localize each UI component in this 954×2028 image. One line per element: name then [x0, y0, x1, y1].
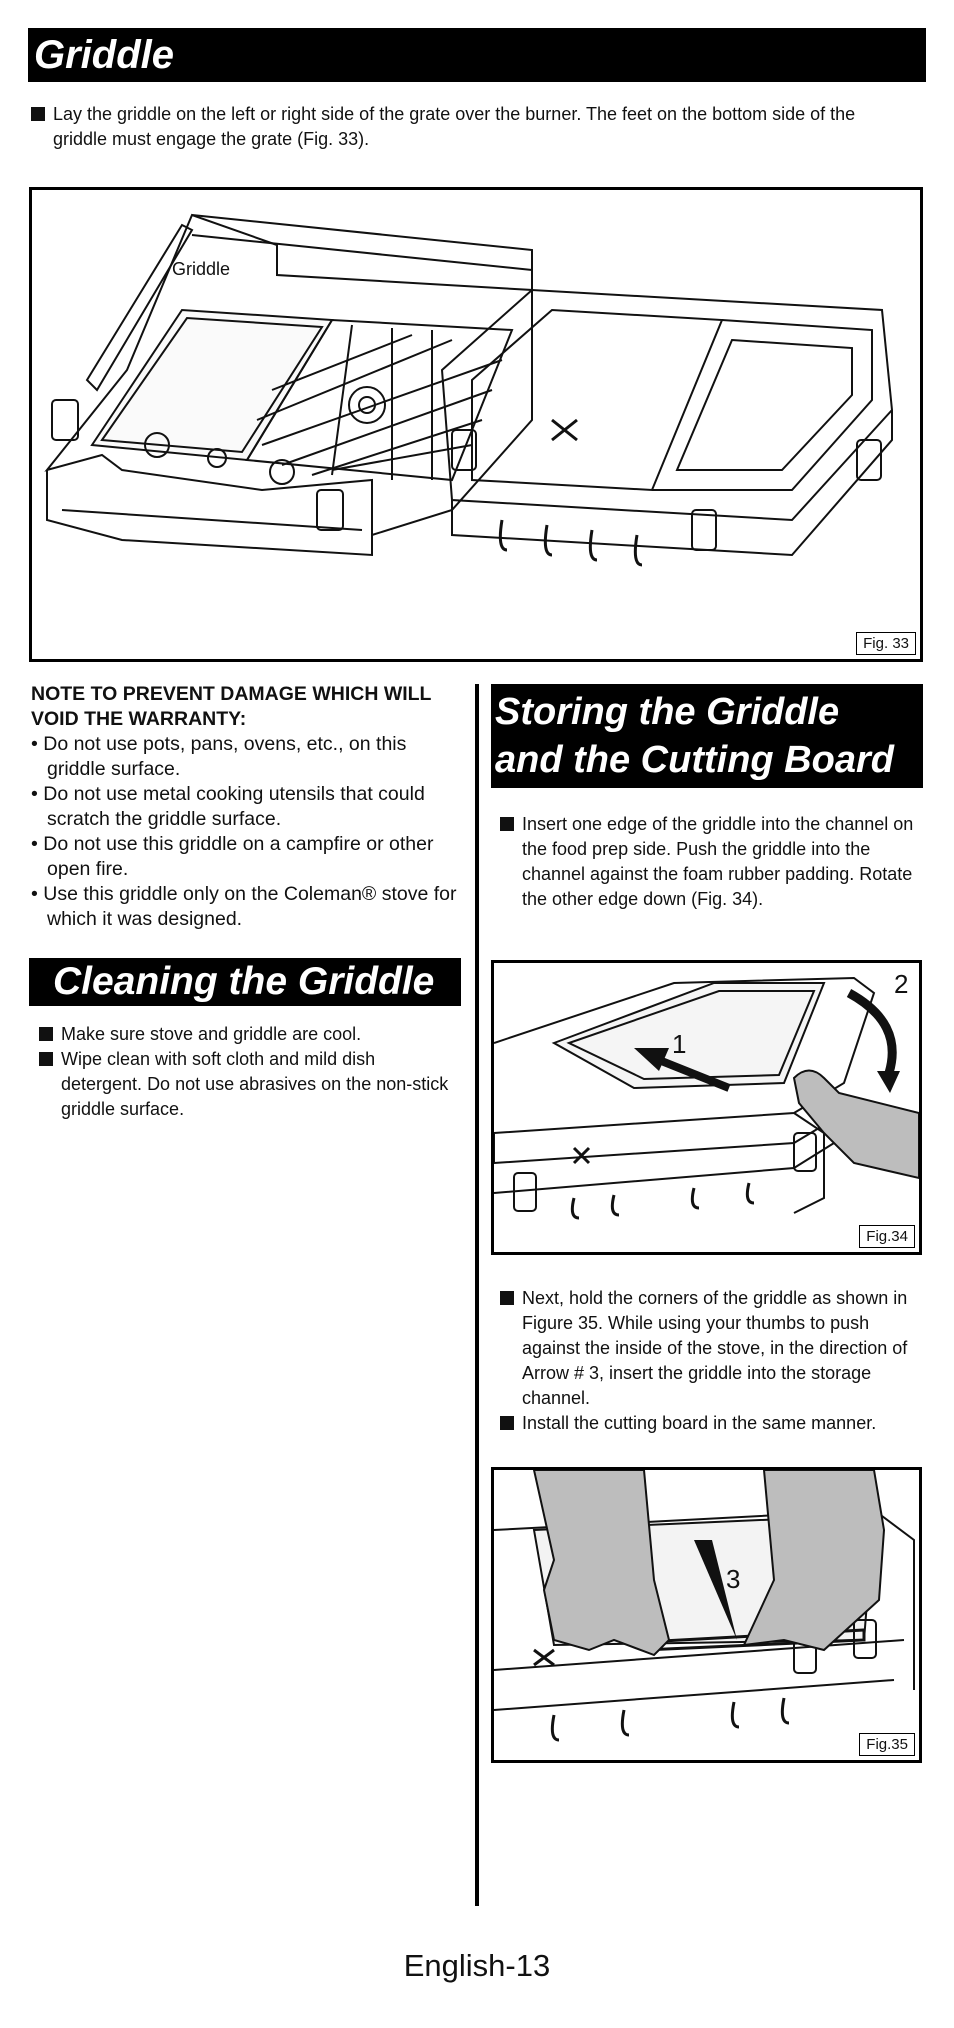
warranty-note-item: • Do not use this griddle on a campfire or other open fire.	[31, 833, 434, 880]
figure-35-label: Fig.35	[859, 1733, 915, 1756]
bullet-square-icon	[500, 1416, 514, 1430]
figure-34-label: Fig.34	[859, 1225, 915, 1248]
warranty-note	[31, 682, 461, 932]
warranty-note-item: • Do not use metal cooking utensils that could scratch the griddle surface.	[31, 783, 425, 830]
section-title-griddle: Griddle	[28, 28, 926, 82]
figure-33-label: Fig. 33	[856, 632, 916, 655]
cleaning-item: Make sure stove and griddle are cool.	[39, 1022, 449, 1047]
hands-insert-griddle-illustration	[494, 1470, 919, 1760]
arrow-3-label: 3	[726, 1564, 741, 1594]
griddle-insert-illustration	[494, 963, 919, 1252]
cleaning-item: Wipe clean with soft cloth and mild dish detergent. Do not use abrasives on the non-stick griddle surface.	[39, 1047, 449, 1122]
bullet-square-icon	[39, 1027, 53, 1041]
storing-step-3: Install the cutting board in the same manner.	[500, 1411, 920, 1436]
figure-34	[491, 960, 922, 1255]
arrow-2-label: 2	[894, 969, 909, 999]
storing-step-2: Next, hold the corners of the griddle as shown in Figure 35. While using your thumbs to push against the inside of the stove, in the direction of Arrow # 3, insert the griddle into the storage channel.	[500, 1286, 920, 1411]
griddle-instruction: Lay the griddle on the left or right side of the grate over the burner. The feet on the bottom side of the griddle must engage the grate (Fig. 33).	[31, 102, 911, 152]
warranty-note-item: • Use this griddle only on the Coleman® stove for which it was designed.	[31, 883, 457, 930]
griddle-callout: Griddle	[172, 259, 231, 279]
bullet-square-icon	[31, 107, 45, 121]
stove-with-griddle-illustration	[32, 190, 920, 659]
figure-33	[29, 187, 923, 662]
column-divider	[475, 684, 479, 1906]
section-title-storing: Storing the Griddle and the Cutting Board	[491, 684, 923, 788]
page-number: English-13	[403, 1948, 551, 1983]
arrow-1-label: 1	[672, 1029, 687, 1059]
bullet-square-icon	[500, 817, 514, 831]
warranty-note-heading: NOTE TO PREVENT DAMAGE WHICH WILL VOID THE WARRANTY:	[31, 683, 432, 730]
storing-step-1: Insert one edge of the griddle into the channel on the food prep side. Push the griddle into the channel against the foam rubber padding. Rotate the other edge down (Fig. 34).	[500, 812, 920, 912]
figure-35	[491, 1467, 922, 1763]
section-title-cleaning: Cleaning the Griddle	[29, 958, 461, 1006]
warranty-note-item: • Do not use pots, pans, ovens, etc., on this griddle surface.	[31, 733, 407, 780]
bullet-square-icon	[500, 1291, 514, 1305]
bullet-square-icon	[39, 1052, 53, 1066]
